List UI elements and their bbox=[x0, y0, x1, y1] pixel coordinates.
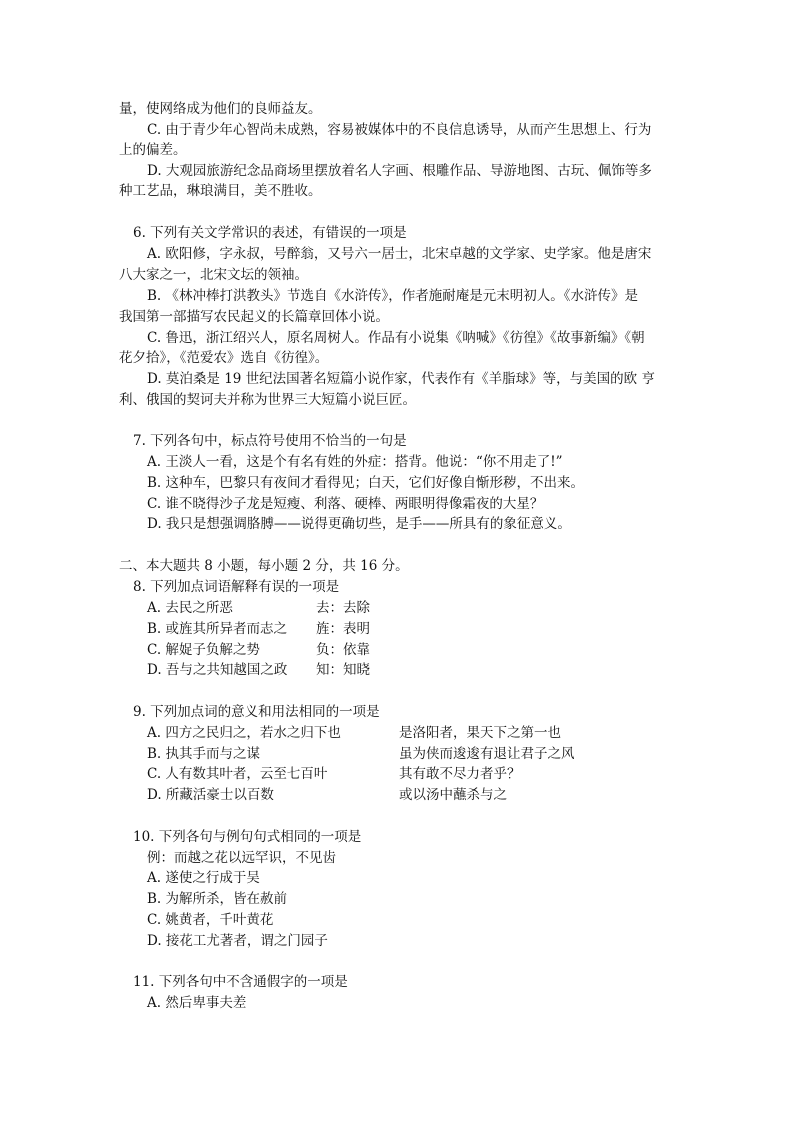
option-text: C. 解娖子负解之势 bbox=[147, 642, 260, 658]
q7-option-d: D. 我只是想强调胳膊——说得更确切些，是手——所具有的象征意义。 bbox=[147, 516, 571, 532]
text-line: 上的偏差。 bbox=[119, 142, 187, 158]
q9-option-b bbox=[147, 744, 575, 764]
text-line: 利、俄国的契诃夫并称为世界三大短篇小说巨匠。 bbox=[119, 392, 416, 408]
question-8-title: 8. 下列加点词语解释有误的一项是 bbox=[133, 579, 340, 595]
example-sentence: 例：而越之花以远罕识，不见齿 bbox=[147, 850, 336, 866]
text-line: 我国第一部描写农民起义的长篇章回体小说。 bbox=[119, 309, 389, 325]
option-gloss: 知：知晓 bbox=[316, 662, 370, 678]
q9-option-c bbox=[147, 764, 521, 784]
text-line: 花夕拾》，《范爱农》选自《彷徨》。 bbox=[119, 350, 329, 366]
q8-option-a bbox=[147, 598, 370, 618]
option-text: D. 所藏活豪士以百数 bbox=[147, 787, 274, 803]
option-compare: 虽为侠而逡逡有退让君子之风 bbox=[399, 746, 575, 762]
option-c: C. 由于青少年心智尚未成熟，容易被媒体中的不良信息诱导，从而产生思想上、行为 bbox=[147, 122, 652, 138]
option-text: B. 或旌其所异者而志之 bbox=[147, 621, 288, 637]
q11-option-a: A. 然后卑事夫差 bbox=[147, 995, 247, 1011]
q8-option-c bbox=[147, 640, 370, 660]
q6-option-c: C. 鲁迅，浙江绍兴人，原名周树人。作品有小说集《呐喊》《彷徨》《故事新编》《朝 bbox=[147, 330, 645, 346]
question-11-title: 11. 下列各句中不含通假字的一项是 bbox=[133, 974, 348, 990]
option-d: D. 大观园旅游纪念品商场里摆放着名人字画、根雕作品、导游地图、古玩、佩饰等多 bbox=[147, 163, 652, 179]
question-10-title: 10. 下列各句与例句句式相同的一项是 bbox=[133, 829, 362, 845]
q7-option-a: A. 王淡人一看，这是个有名有姓的外症：搭背。他说：“你不用走了!” bbox=[147, 454, 563, 470]
q8-option-d bbox=[147, 660, 370, 680]
q10-option-d: D. 接花工尤著者，谓之门园子 bbox=[147, 933, 328, 949]
text-line: 量，使网络成为他们的良师益友。 bbox=[119, 101, 322, 117]
option-text: B. 执其手而与之谋 bbox=[147, 746, 261, 762]
option-gloss: 去：去除 bbox=[316, 600, 370, 616]
q10-option-b: B. 为解所杀，皆在赦前 bbox=[147, 891, 288, 907]
text-line: 八大家之一，北宋文坛的领袖。 bbox=[119, 267, 308, 283]
q6-option-d: D. 莫泊桑是 19 世纪法国著名短篇小说作家，代表作有《羊脂球》等，与美国的欧 亨 bbox=[147, 371, 655, 387]
q10-option-a: A. 遂使之行成于吴 bbox=[147, 870, 260, 886]
option-text: C. 人有数其叶者，云至七百叶 bbox=[147, 766, 328, 782]
option-gloss: 旌：表明 bbox=[316, 621, 370, 637]
question-9-title: 9. 下列加点词的意义和用法相同的一项是 bbox=[133, 704, 380, 720]
q7-option-b: B. 这种车，巴黎只有夜间才看得见；白天，它们好像自惭形秽，不出来。 bbox=[147, 475, 585, 491]
q8-option-b bbox=[147, 619, 370, 639]
q6-option-a: A. 欧阳修，字永叔，号醉翁，又号六一居士，北宋卓越的文学家、史学家。他是唐宋 bbox=[147, 246, 652, 262]
option-text: A. 四方之民归之，若水之归下也 bbox=[147, 725, 341, 741]
option-gloss: 负：依靠 bbox=[316, 642, 370, 658]
option-text: A. 去民之所恶 bbox=[147, 600, 233, 616]
q10-option-c: C. 姚黄者，千叶黄花 bbox=[147, 912, 274, 928]
option-compare: 其有敢不尽力者乎？ bbox=[399, 766, 521, 782]
q9-option-d bbox=[147, 785, 507, 805]
option-compare: 是洛阳者，果天下之第一也 bbox=[399, 725, 561, 741]
option-text: D. 吾与之共知越国之政 bbox=[147, 662, 288, 678]
question-6-title: 6. 下列有关文学常识的表述，有错误的一项是 bbox=[133, 225, 407, 241]
section-heading: 二、本大题共 8 小题，每小题 2 分，共 16 分。 bbox=[119, 558, 409, 574]
q7-option-c: C. 谁不晓得沙子龙是短瘦、利落、硬棒、两眼明得像霜夜的大星？ bbox=[147, 496, 544, 512]
q6-option-b: B. 《林冲棒打洪教头》节选自《水浒传》，作者施耐庵是元末明初人。《水浒传》是 bbox=[147, 288, 639, 304]
text-line: 种工艺品，琳琅满目，美不胜收。 bbox=[119, 183, 322, 199]
question-7-title: 7. 下列各句中，标点符号使用不恰当的一句是 bbox=[133, 433, 407, 449]
q9-option-a bbox=[147, 723, 561, 743]
option-compare: 或以汤中蘸杀与之 bbox=[399, 787, 507, 803]
